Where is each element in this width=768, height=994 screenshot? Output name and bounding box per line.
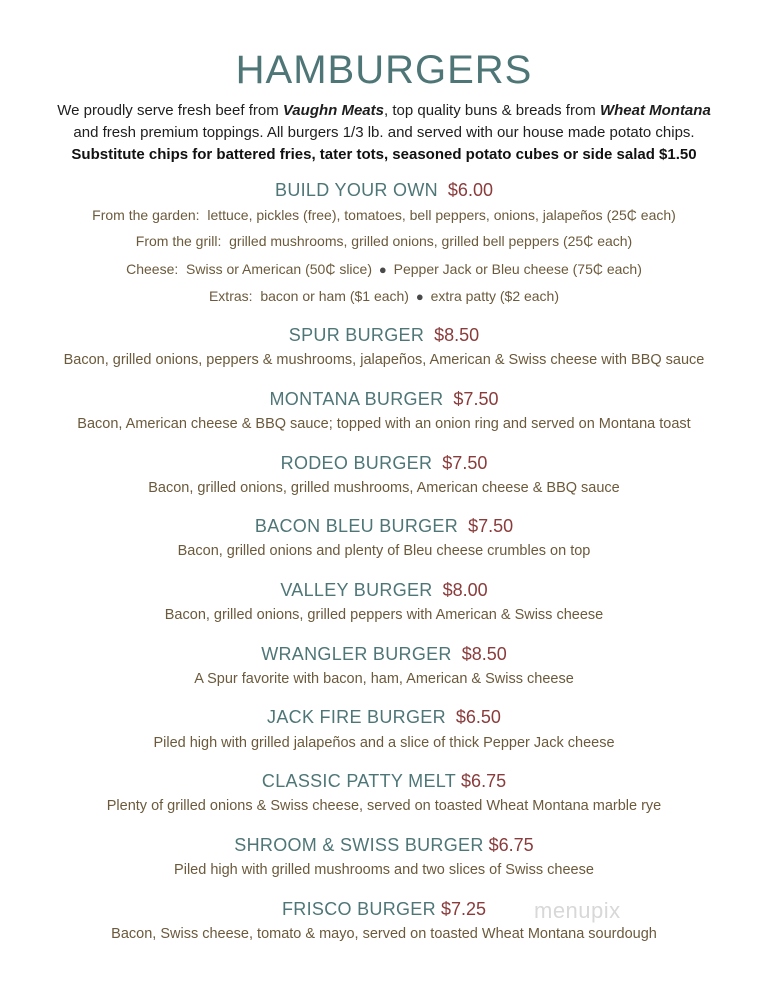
intro-line-2: and fresh premium toppings. All burgers 1/3 lb. and served with our house made potato chips. <box>73 124 695 141</box>
menupix-watermark: menupix <box>534 898 621 923</box>
item-name: FRISCO BURGER <box>282 899 436 919</box>
substitution-note: Substitute chips for battered fries, tater tots, seasoned potato cubes or side salad $1.50 <box>71 146 697 163</box>
intro-paragraph <box>0 100 768 166</box>
option-text: bacon or ham ($1 each) <box>260 288 409 304</box>
option-text: extra patty ($2 each) <box>430 288 560 304</box>
menu-item-heading <box>0 580 768 601</box>
item-price: $7.50 <box>453 389 499 409</box>
menu-item-description: Bacon, grilled onions, peppers & mushrooms, jalapeños, American & Swiss cheese with BBQ sauce <box>63 352 705 368</box>
item-price: $6.00 <box>447 180 493 200</box>
garden-options <box>0 207 768 223</box>
menu-item-description: Bacon, grilled onions and plenty of Bleu cheese crumbles on top <box>177 543 591 559</box>
menu-item-heading <box>0 389 768 410</box>
menu-item-heading <box>0 516 768 537</box>
menu-item-heading <box>0 771 768 792</box>
item-name: SPUR BURGER <box>288 325 425 345</box>
option-label: Extras: <box>208 288 253 304</box>
menu-item-description: Bacon, Swiss cheese, tomato & mayo, served on toasted Wheat Montana sourdough <box>111 926 657 942</box>
cheese-options <box>0 261 768 277</box>
item-name: WRANGLER BURGER <box>261 644 452 664</box>
grill-options <box>0 233 768 249</box>
wheat-montana-name: Wheat Montana <box>599 102 711 119</box>
menu-item-description: Bacon, grilled onions, grilled peppers with American & Swiss cheese <box>164 607 604 623</box>
option-text: grilled mushrooms, grilled onions, grilled bell peppers (25₵ each) <box>229 233 633 249</box>
item-price: $8.50 <box>434 325 480 345</box>
option-text: Pepper Jack or Bleu cheese (75₵ each) <box>393 261 642 277</box>
menu-item-heading <box>0 835 768 856</box>
option-label: From the grill: <box>135 233 222 249</box>
intro-text: We proudly serve fresh beef from <box>57 102 283 119</box>
menu-item-description: Plenty of grilled onions & Swiss cheese, served on toasted Wheat Montana marble rye <box>106 798 662 814</box>
build-your-own-heading <box>0 180 768 201</box>
page-title: HAMBURGERS <box>235 48 533 92</box>
item-name: SHROOM & SWISS BURGER <box>234 835 484 855</box>
item-name: BACON BLEU BURGER <box>254 516 459 536</box>
menu-item-description: A Spur favorite with bacon, ham, American & Swiss cheese <box>194 671 574 687</box>
intro-text: , top quality buns & breads from <box>384 102 600 119</box>
option-text: Swiss or American (50₵ slice) <box>186 261 372 277</box>
menu-item-description: Piled high with grilled mushrooms and two slices of Swiss cheese <box>174 862 594 878</box>
item-price: $7.50 <box>442 453 488 473</box>
option-label: From the garden: <box>92 207 200 223</box>
option-text: lettuce, pickles (free), tomatoes, bell peppers, onions, jalapeños (25₵ each) <box>207 207 676 223</box>
item-name: CLASSIC PATTY MELT <box>261 771 457 791</box>
menu-item-heading <box>0 325 768 346</box>
item-price: $6.75 <box>461 771 507 791</box>
item-name: JACK FIRE BURGER <box>267 707 446 727</box>
bullet-icon: ● <box>415 289 424 304</box>
item-name: VALLEY BURGER <box>280 580 433 600</box>
item-price: $6.50 <box>455 707 501 727</box>
extras-options <box>0 288 768 304</box>
option-label: Cheese: <box>126 261 179 277</box>
item-price: $8.00 <box>442 580 488 600</box>
item-price: $8.50 <box>461 644 507 664</box>
menu-item-heading <box>0 644 768 665</box>
vaughn-meats-name: Vaughn Meats <box>282 102 384 119</box>
item-name: RODEO BURGER <box>280 453 433 473</box>
menu-item-description: Bacon, grilled onions, grilled mushrooms, American cheese & BBQ sauce <box>148 480 620 496</box>
menu-item-heading <box>0 453 768 474</box>
menu-item-description: Piled high with grilled jalapeños and a slice of thick Pepper Jack cheese <box>153 735 615 751</box>
item-price: $7.50 <box>468 516 514 536</box>
item-price: $7.25 <box>440 899 486 919</box>
item-name: MONTANA BURGER <box>269 389 444 409</box>
menu-item-heading <box>0 899 768 920</box>
intro-line-1 <box>0 100 768 122</box>
bullet-icon: ● <box>378 262 387 277</box>
item-name: BUILD YOUR OWN <box>275 180 438 200</box>
menu-item-description: Bacon, American cheese & BBQ sauce; topped with an onion ring and served on Montana toast <box>77 416 691 432</box>
menu-item-heading <box>0 707 768 728</box>
item-price: $6.75 <box>488 835 534 855</box>
